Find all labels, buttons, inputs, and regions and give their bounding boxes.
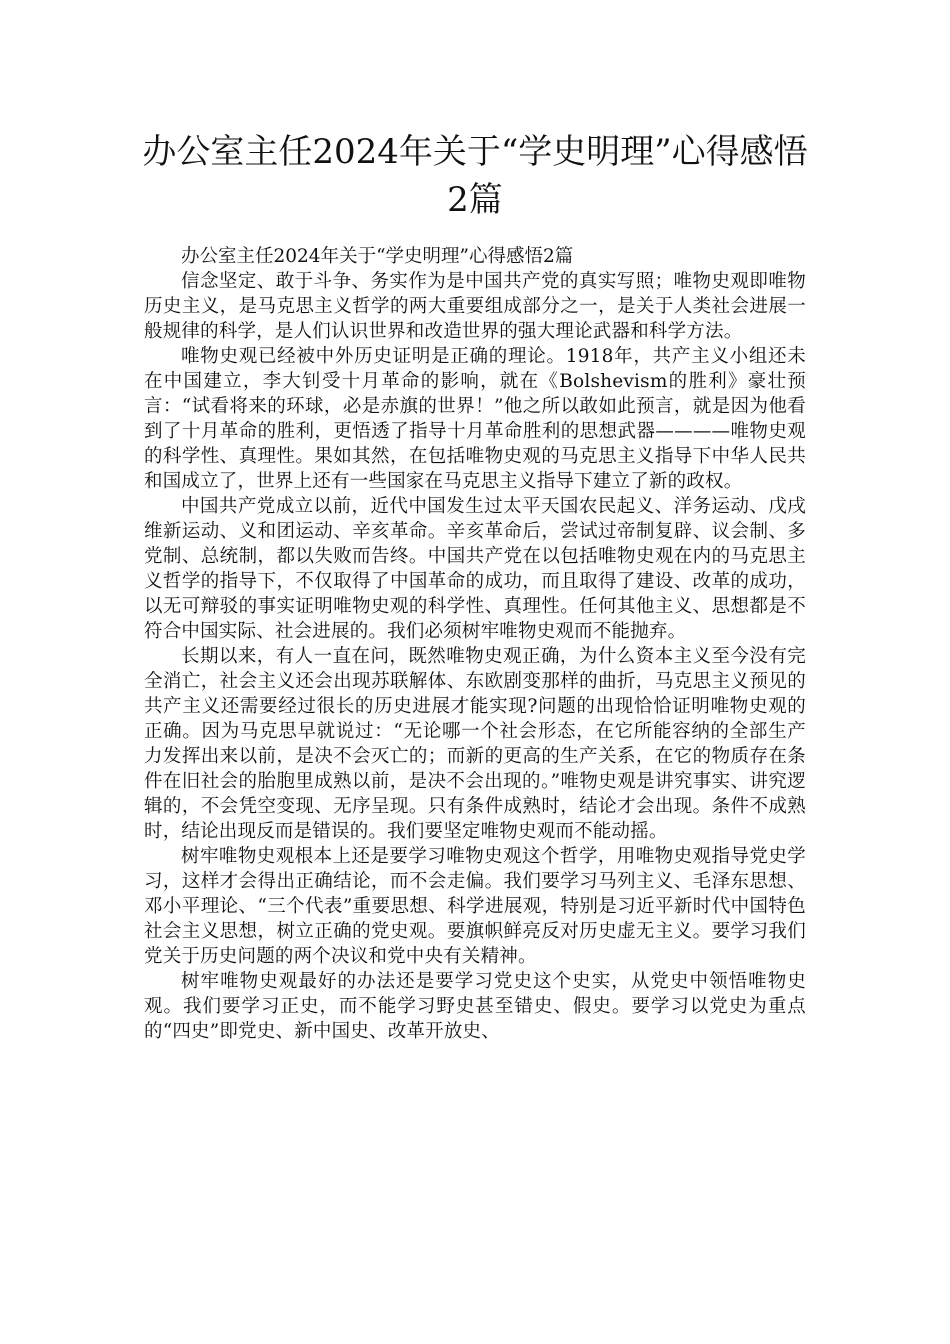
paragraph-1: 信念坚定、敢于斗争、务实作为是中国共产党的真实写照；唯物史观即唯物历史主义，是马克思主义哲学的两大重要组成部分之一，是关于人类社会进展一般规律的科学，是人们认识世界和改造世界的强大理论武器和科学方法。: [144, 271, 806, 342]
paragraph-2: 唯物史观已经被中外历史证明是正确的理论。1918年，共产主义小组还未在中国建立，李大钊受十月革命的影响，就在《Bolshevism的胜利》豪壮预言：“试看将来的环球，必是赤旗的世界！”他之所以敢如此预言，就是因为他看到了十月革命的胜利，更悟透了指导十月革命胜利的思想武器————唯物史观的科学性、真理性。果如其然，在包括唯物史观的马克思主义指导下中华人民共和国成立了，世界上还有一些国家在马克思主义指导下建立了新的政权。: [144, 346, 806, 492]
document-title: 办公室主任2024年关于“学史明理”心得感悟2篇: [142, 132, 808, 220]
paragraph-5: 树牢唯物史观根本上还是要学习唯物史观这个哲学，用唯物史观指导党史学习，这样才会得出正确结论，而不会走偏。我们要学习马列主义、毛泽东思想、邓小平理论、“三个代表”重要思想、科学进展观，特别是习近平新时代中国特色社会主义思想，树立正确的党史观。要旗帜鲜亮反对历史虚无主义。要学习我们党关于历史问题的两个决议和党中央有关精神。: [144, 846, 806, 967]
paragraph-4: 长期以来，有人一直在问，既然唯物史观正确，为什么资本主义至今没有完全消亡，社会主义还会出现苏联解体、东欧剧变那样的曲折，马克思主义预见的共产主义还需要经过很长的历史进展才能实现?问题的出现恰恰证明唯物史观的正确。因为马克思早就说过：“无论哪一个社会形态，在它所能容纳的全部生产力发挥出来以前，是决不会灭亡的；而新的更高的生产关系，在它的物质存在条件在旧社会的胎胞里成熟以前，是决不会出现的。”唯物史观是讲究事实、讲究逻辑的，不会凭空变现、无序呈现。只有条件成熟时，结论才会出现。条件不成熟时，结论出现反而是错误的。我们要坚定唯物史观而不能动摇。: [144, 646, 806, 842]
paragraph-3: 中国共产党成立以前，近代中国发生过太平天国农民起义、洋务运动、戊戌维新运动、义和团运动、辛亥革命。辛亥革命后，尝试过帝制复辟、议会制、多党制、总统制，都以失败而告终。中国共产党在以包括唯物史观在内的马克思主义哲学的指导下，不仅取得了中国革命的成功，而且取得了建设、改革的成功，以无可辩驳的事实证明唯物史观的科学性、真理性。任何其他主义、思想都是不符合中国实际、社会进展的。我们必须树牢唯物史观而不能抛弃。: [144, 496, 806, 642]
paragraph-6: 树牢唯物史观最好的办法还是要学习党史这个史实，从党史中领悟唯物史观。我们要学习正史，而不能学习野史甚至错史、假史。要学习以党史为重点的“四史”即党史、新中国史、改革开放史、: [144, 971, 806, 1042]
document-subtitle: 办公室主任2024年关于“学史明理”心得感悟2篇: [181, 246, 574, 267]
document-body: [144, 244, 806, 1044]
